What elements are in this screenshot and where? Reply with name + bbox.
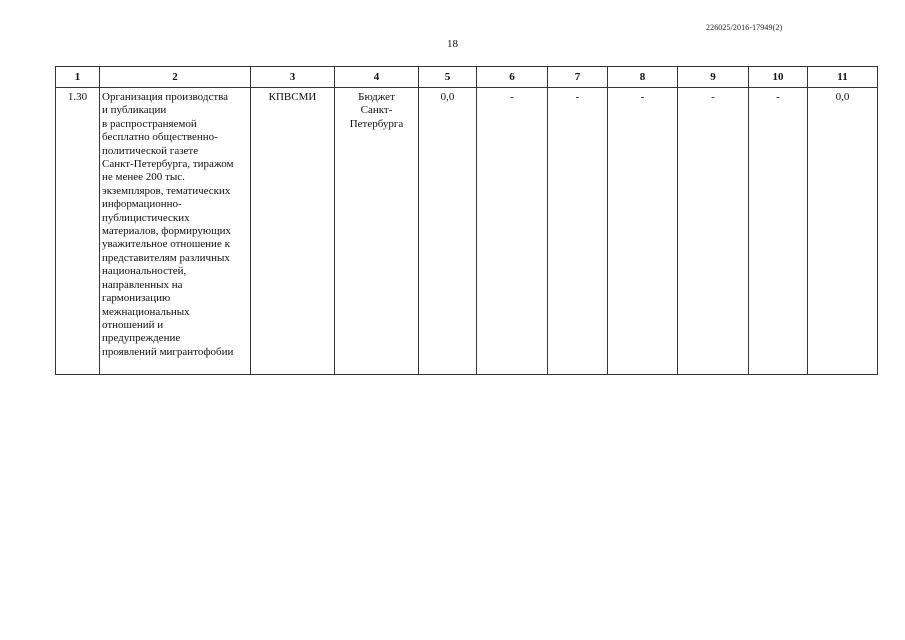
column-number-5: 5 xyxy=(419,67,477,88)
column-number-2: 2 xyxy=(100,67,251,88)
description-line: экземпляров, тематических xyxy=(102,184,231,197)
description-line: Санкт-Петербурга, тиражом xyxy=(102,158,234,171)
column-number-9: 9 xyxy=(678,67,749,88)
description-line: бесплатно общественно- xyxy=(102,131,218,144)
column-number-4: 4 xyxy=(335,67,419,88)
description-line: не менее 200 тыс. xyxy=(102,171,185,184)
value-cell-col5: 0,0 xyxy=(419,88,477,375)
row-number: 1.30 xyxy=(56,88,100,375)
description-line: предупреждение xyxy=(102,332,181,345)
column-number-11: 11 xyxy=(808,67,878,88)
page-number: 18 xyxy=(447,38,458,50)
description-line: уважительное отношение к xyxy=(102,238,230,251)
funding-line: Бюджет xyxy=(358,91,395,103)
value-cell-col7: - xyxy=(548,88,608,375)
description-line: публицистических xyxy=(102,211,190,224)
value-cell-col9: - xyxy=(678,88,749,375)
executor-cell: КПВСМИ xyxy=(251,88,335,375)
description-line: в распространяемой xyxy=(102,117,197,130)
description-line: межнациональных xyxy=(102,305,190,318)
column-number-6: 6 xyxy=(477,67,548,88)
value-cell-col6: - xyxy=(477,88,548,375)
description-line: представителям различных xyxy=(102,251,230,264)
description-line: политической газете xyxy=(102,144,199,157)
description-line: информационно- xyxy=(102,198,182,211)
value-cell-col10: - xyxy=(749,88,808,375)
column-number-3: 3 xyxy=(251,67,335,88)
column-number-10: 10 xyxy=(749,67,808,88)
description-line: и публикации xyxy=(102,104,167,117)
description-line: проявлений мигрантофобии xyxy=(102,345,234,358)
description-line: отношений и xyxy=(102,318,164,331)
funding-source-cell xyxy=(335,88,419,375)
column-number-1: 1 xyxy=(56,67,100,88)
program-table xyxy=(55,66,878,375)
description-line: гармонизацию xyxy=(102,292,171,305)
description-line: материалов, формирующих xyxy=(102,225,231,238)
column-number-8: 8 xyxy=(608,67,678,88)
column-number-7: 7 xyxy=(548,67,608,88)
funding-line: Петербурга xyxy=(349,117,404,130)
description-line: направленных на xyxy=(102,278,183,291)
description-line: Организация производства xyxy=(102,91,229,103)
funding-line: Санкт- xyxy=(360,104,393,117)
description-line: национальностей, xyxy=(102,265,187,278)
measure-description xyxy=(100,88,251,375)
value-cell-col11: 0,0 xyxy=(808,88,878,375)
document-registration-number: 226025/2016-17949(2) xyxy=(706,23,783,32)
value-cell-col8: - xyxy=(608,88,678,375)
table-row xyxy=(56,88,878,375)
table-header-row xyxy=(56,67,878,88)
